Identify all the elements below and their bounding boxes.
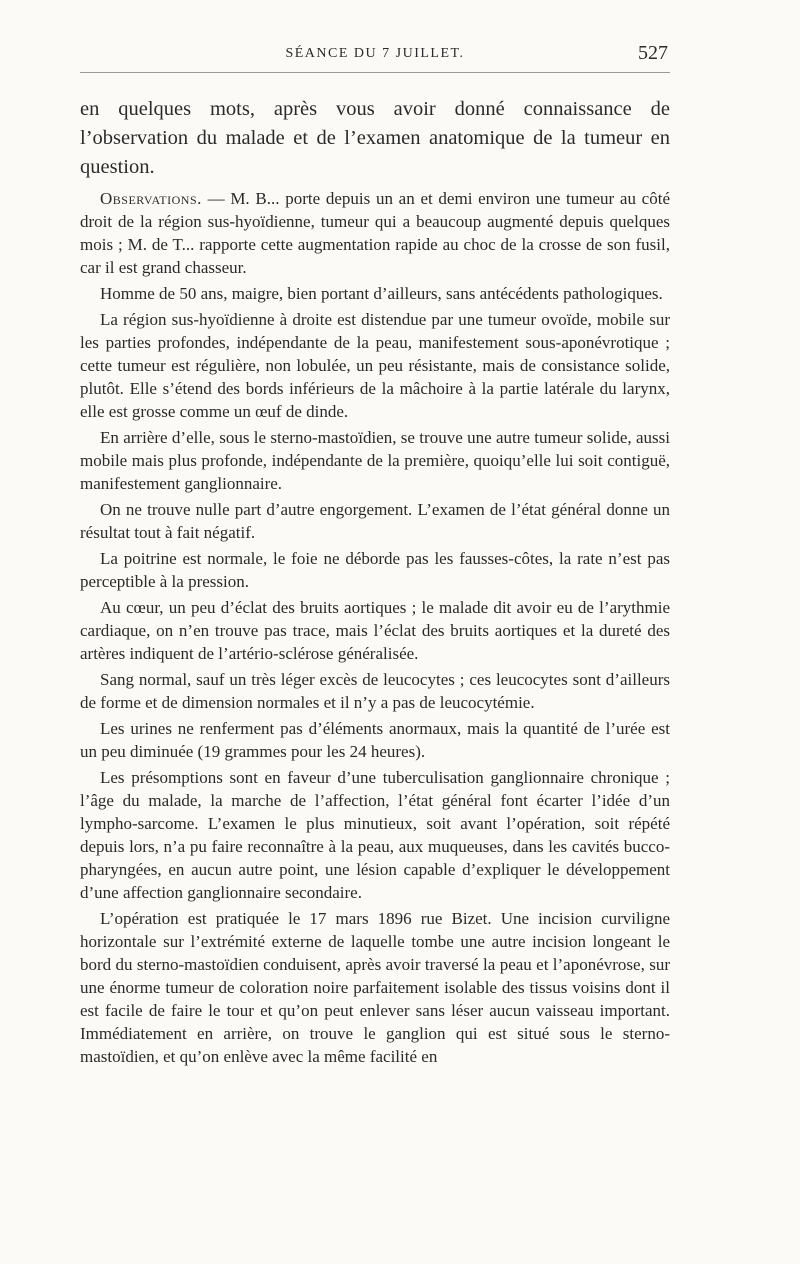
running-title: SÉANCE DU 7 JUILLET.	[285, 46, 465, 61]
body-paragraph: La région sus-hyoïdienne à droite est distendue par une tumeur ovoïde, mobile sur les parties profondes, indépendante de la peau, manifestement sous-aponévrotique ; cette tumeur est régulière, non lobulée, un peu résistante, mais de consistance solide, plutôt. Elle s’étend des bords inférieurs de la mâchoire à la partie latérale du larynx, elle est grosse comme un œuf de dinde.	[80, 310, 670, 421]
page-number: 527	[638, 42, 668, 64]
body-paragraph: On ne trouve nulle part d’autre engorgement. L’examen de l’état général donne un résultat tout à fait négatif.	[80, 500, 670, 542]
body-paragraph: Les urines ne renferment pas d’éléments anormaux, mais la quantité de l’urée est un peu diminuée (19 grammes pour les 24 heures).	[80, 719, 670, 761]
body-paragraph: Les présomptions sont en faveur d’une tuberculisation ganglionnaire chronique ; l’âge du malade, la marche de l’affection, l’état général font écarter l’idée d’un lympho-sarcome. L’examen le plus minutieux, soit avant l’opération, soit répété depuis lors, n’a pu faire reconnaître à la peau, aux muqueuses, dans les cavités bucco-pharyngées, en aucun autre point, une lésion capable d’expliquer le développement d’une affection ganglionnaire secondaire.	[80, 768, 670, 902]
running-head	[80, 44, 670, 73]
observations-section	[80, 187, 670, 1071]
body-paragraph: Sang normal, sauf un très léger excès de leucocytes ; ces leucocytes sont d’ailleurs de forme et de dimension normales et il n’y a pas de leucocytémie.	[80, 670, 670, 712]
intro-paragraph: en quelques mots, après vous avoir donné connaissance de l’observation du malade et de l’examen anatomique de la tumeur en question.	[80, 98, 670, 178]
observations-label: Observations.	[100, 189, 202, 208]
observations-first-text: — M. B... porte depuis un an et demi environ une tumeur au côté droit de la région sus-hyoïdienne, tumeur qui a beaucoup augmenté depuis quelques mois ; M. de T... rapporte cette augmentation rapide au choc de la crosse de son fusil, car il est grand chasseur.	[80, 189, 670, 277]
body-paragraph: Au cœur, un peu d’éclat des bruits aortiques ; le malade dit avoir eu de l’arythmie cardiaque, on n’en trouve pas trace, mais l’éclat des bruits aortiques et la dureté des artères indiquent de l’artério-sclérose généralisée.	[80, 598, 670, 663]
observations-paragraph-1	[80, 187, 670, 279]
body-paragraph: En arrière d’elle, sous le sterno-mastoïdien, se trouve une autre tumeur solide, aussi mobile mais plus profonde, indépendante de la première, quoiqu’elle lui soit contiguë, manifestement ganglionnaire.	[80, 428, 670, 493]
body-paragraph: La poitrine est normale, le foie ne déborde pas les fausses-côtes, la rate n’est pas perceptible à la pression.	[80, 549, 670, 591]
body-paragraph: L’opération est pratiquée le 17 mars 1896 rue Bizet. Une incision curviligne horizontale sur l’extrémité externe de laquelle tombe une autre incision longeant le bord du sterno-mastoïdien conduisent, après avoir traversé la peau et l’aponévrose, sur une énorme tumeur de coloration noire parfaitement isolable des tissus voisins dont il est facile de faire le tour et qu’on peut enlever sans léser aucun vaisseau important. Immédiatement en arrière, on trouve le ganglion qui est situé sous le sterno-mastoïdien, et qu’on enlève avec la même facilité en	[80, 909, 670, 1066]
body-paragraph: Homme de 50 ans, maigre, bien portant d’ailleurs, sans antécédents pathologiques.	[100, 284, 663, 303]
